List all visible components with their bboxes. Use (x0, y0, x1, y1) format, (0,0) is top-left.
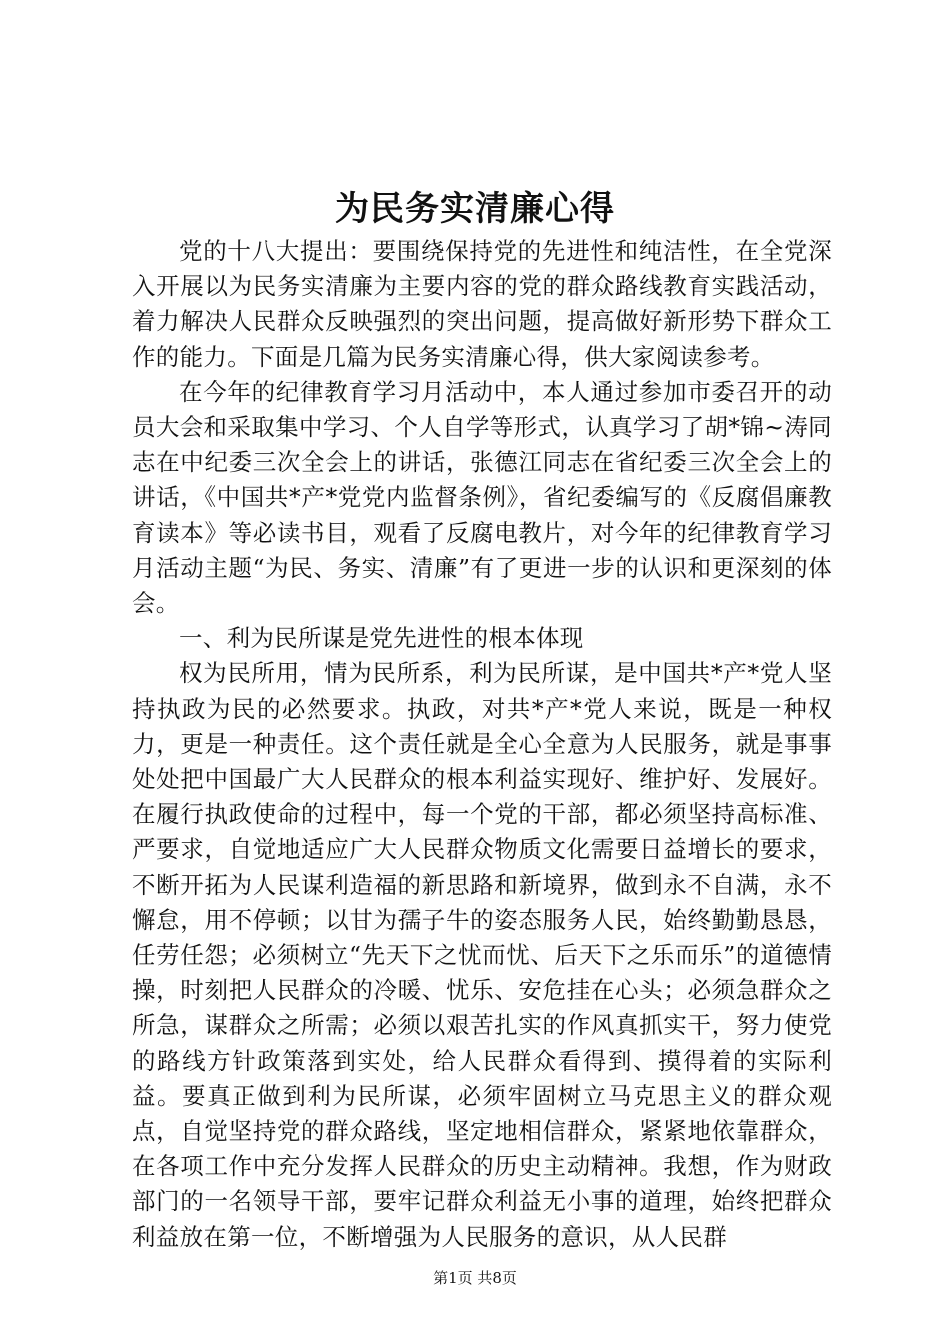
document-title: 为民务实清廉心得 (335, 189, 615, 229)
page-footer: 第1页 共8页 (433, 1269, 517, 1287)
paragraph-main: 权为民所用，情为民所系，利为民所谋，是中国共*产*党人坚持执政为民的必然要求。执政，对共*产*党人来说，既是一种权力，更是一种责任。这个责任就是全心全意为人民服务，就是事事处处把中国最广大人民群众的根本利益实现好、维护好、发展好。在履行执政使命的过程中，每一个党的干部，都必须坚持高标准、严要求，自觉地适应广大人民群众物质文化需要日益增长的要求，不断开拓为人民谋利造福的新思路和新境界，做到永不自满，永不懈怠，用不停顿；以甘为孺子牛的姿态服务人民，始终勤勤恳恳，任劳任怨；必须树立“先天下之忧而忧、后天下之乐而乐”的道德情操，时刻把人民群众的冷暖、忧乐、安危挂在心头；必须急群众之所急，谋群众之所需；必须以艰苦扎实的作风真抓实干，努力使党的路线方针政策落到实处，给人民群众看得到、摸得着的实际利益。要真正做到利为民所谋，必须牢固树立马克思主义的群众观点，自觉坚持党的群众路线，坚定地相信群众，紧紧地依靠群众，在各项工作中充分发挥人民群众的历史主动精神。我想，作为财政部门的一名领导干部，要牢记群众利益无小事的道理，始终把群众利益放在第一位，不断增强为人民服务的意识，从人民群 (132, 659, 832, 1251)
paragraph-intro: 党的十八大提出：要围绕保持党的先进性和纯洁性，在全党深入开展以为民务实清廉为主要内容的党的群众路线教育实践活动，着力解决人民群众反映强烈的突出问题，提高做好新形势下群众工作的能力。下面是几篇为民务实清廉心得，供大家阅读参考。 (132, 237, 832, 371)
document-body (132, 234, 832, 1255)
paragraph-study: 在今年的纪律教育学习月活动中，本人通过参加市委召开的动员大会和采取集中学习、个人自学等形式，认真学习了胡*锦~涛同志在中纪委三次全会上的讲话，张德江同志在省纪委三次全会上的讲话，《中国共*产*党党内监督条例》，省纪委编写的《反腐倡廉教育读本》等必读书目，观看了反腐电教片，对今年的纪律教育学习月活动主题“为民、务实、清廉”有了更进一步的认识和更深刻的体会。 (132, 377, 832, 618)
section-heading: 一、利为民所谋是党先进性的根本体现 (179, 624, 584, 653)
